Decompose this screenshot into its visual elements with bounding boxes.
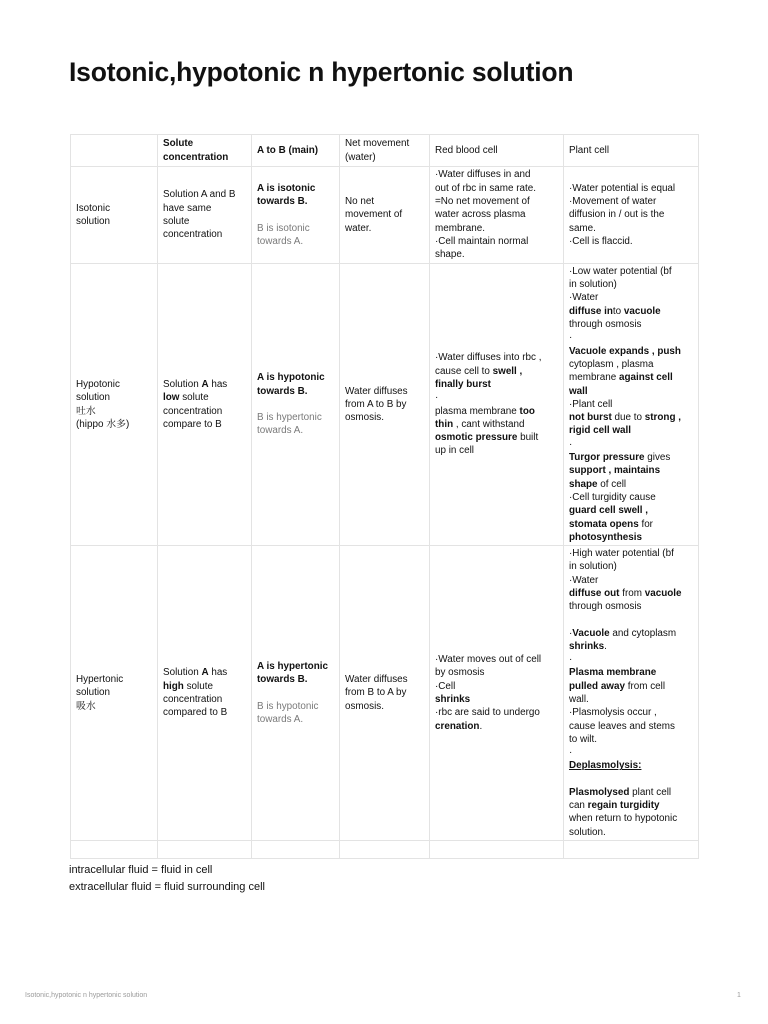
empty-cell <box>71 841 158 859</box>
plant-cell-cell: ·High water potential (bf in solution) ·Water diffuse out from vacuole through osmosis ·Vacuole and cytoplasm shrinks. · Plasma membrane pulled away from cell wall. ·Plasmolysis occur , cause leaves and stems to wilt. · Deplasmolysis: Plasmolysed plant cell can regain turgidity when return to hypotonic solution. <box>564 546 699 841</box>
a-to-b-cell: A is isotonic towards B. B is isotonic towards A. <box>252 167 340 264</box>
net-movement-cell: Water diffuses from B to A by osmosis. <box>340 546 430 841</box>
header-a-to-b: A to B (main) <box>252 135 340 167</box>
red-blood-cell-cell: ·Water diffuses in and out of rbc in same rate. =No net movement of water across plasma membrane. ·Cell maintain normal shape. <box>430 167 564 264</box>
header-cell-empty <box>71 135 158 167</box>
empty-cell <box>158 841 252 859</box>
header-plant-cell: Plant cell <box>564 135 699 167</box>
footer-title: Isotonic,hypotonic n hypertonic solution <box>25 992 148 999</box>
table-header-row <box>71 135 699 167</box>
solute-concentration-cell: Solution A and B have same solute concentration <box>158 167 252 264</box>
solute-concentration-cell: Solution A has high solute concentration compared to B <box>158 546 252 841</box>
table-row-hypotonic <box>71 264 699 546</box>
red-blood-cell-cell: ·Water moves out of cell by osmosis ·Cell shrinks ·rbc are said to undergo crenation. <box>430 546 564 841</box>
plant-cell-cell: ·Low water potential (bf in solution) ·Water diffuse into vacuole through osmosis · Vacuole expands , push cytoplasm , plasma membrane against cell wall ·Plant cell not burst due to strong , rigid cell wall · Turgor pressure gives support , maintains shape of cell ·Cell turgidity cause guard cell swell , stomata opens for photosynthesis <box>564 264 699 546</box>
note-extracellular: extracellular fluid = fluid surrounding cell <box>69 880 265 893</box>
a-to-b-cell: A is hypertonic towards B. B is hypotonic towards A. <box>252 546 340 841</box>
solution-name-cell: Hypertonic solution 吸水 <box>71 546 158 841</box>
table-row-empty <box>71 841 699 859</box>
empty-cell <box>564 841 699 859</box>
header-solute-concentration: Solute concentration <box>158 135 252 167</box>
net-movement-cell: Water diffuses from A to B by osmosis. <box>340 264 430 546</box>
solute-concentration-cell: Solution A has low solute concentration compare to B <box>158 264 252 546</box>
page-title: Isotonic,hypotonic n hypertonic solution <box>69 57 574 87</box>
notes <box>69 862 265 895</box>
red-blood-cell-cell: ·Water diffuses into rbc , cause cell to swell , finally burst · plasma membrane too thin , cant withstand osmotic pressure built up in cell <box>430 264 564 546</box>
empty-cell <box>252 841 340 859</box>
header-red-blood-cell: Red blood cell <box>430 135 564 167</box>
table-row-isotonic <box>71 167 699 264</box>
solution-name-cell: Isotonic solution <box>71 167 158 264</box>
solution-name-cell: Hypotonic solution 吐水 (hippo 水多) <box>71 264 158 546</box>
note-intracellular: intracellular fluid = fluid in cell <box>69 864 213 876</box>
empty-cell <box>430 841 564 859</box>
a-to-b-cell: A is hypotonic towards B. B is hypertonic towards A. <box>252 264 340 546</box>
net-movement-cell: No net movement of water. <box>340 167 430 264</box>
table-row-hypertonic <box>71 546 699 841</box>
empty-cell <box>340 841 430 859</box>
header-net-movement: Net movement (water) <box>340 135 430 167</box>
plant-cell-cell: ·Water potential is equal ·Movement of water diffusion in / out is the same. ·Cell is flaccid. <box>564 167 699 264</box>
osmosis-table <box>70 134 699 859</box>
page-number: 1 <box>737 992 741 999</box>
